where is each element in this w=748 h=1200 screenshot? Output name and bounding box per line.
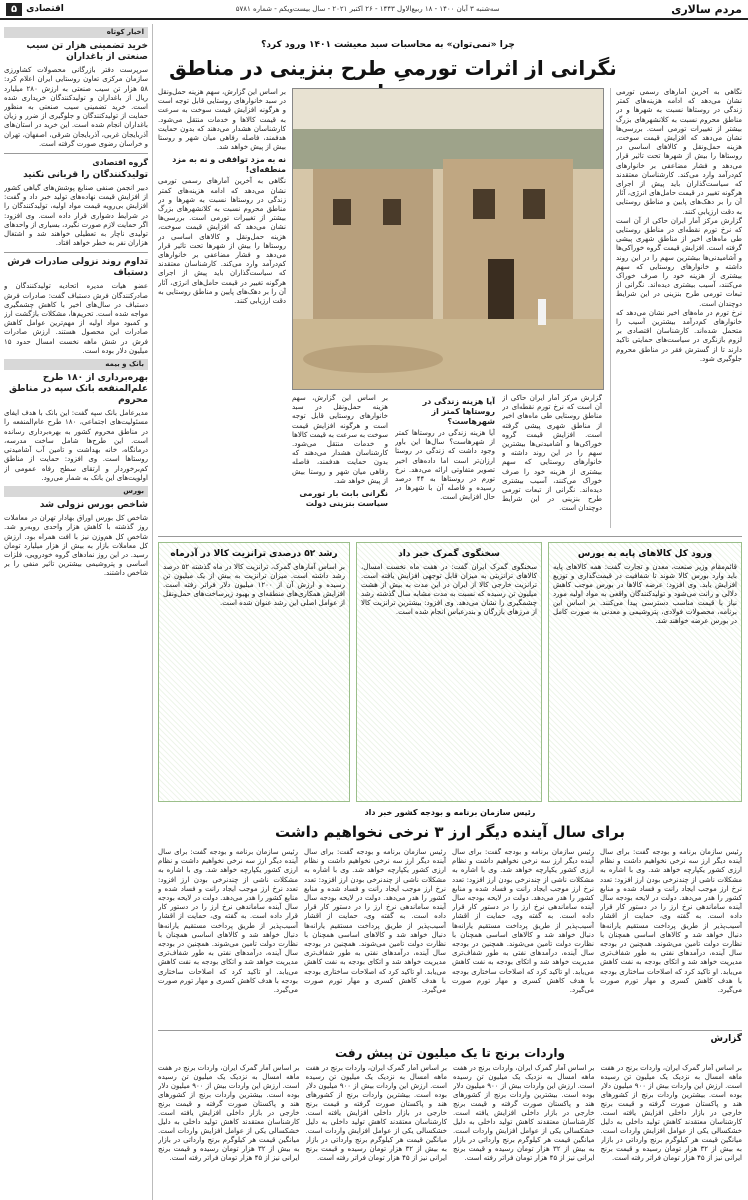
lead-col5-text: بر اساس این گزارش، سهم هزینه حمل‌ونقل در سبد خانوارهای روستایی قابل توجه است و هرگونه افزایش قیمت سوخت به سرعت به قیمت کالاها و خدمات منتقل می‌شود. کارشناسان هشدار می‌دهند که بدون حمایت هدفمند، فاصله رفاهی میان شهر و روستا بیش از پیش خواهد شد. [158, 88, 286, 152]
page-header [0, 0, 748, 20]
lead-kicker: چرا «نمی‌توان» به محاسبات سبد معیشت ۱۴۰۱ ورود کرد؟ [261, 40, 515, 50]
lead-sub1: آیا هزینه زندگی در روستاها کمتر از شهرهاست؟ [422, 397, 495, 426]
sidebar-text-bourse: شاخص کل بورس اوراق بهادار تهران در معاملات روز گذشته با کاهش هزار واحدی روبه‌رو شد. شاخص کل هم‌وزن نیز با افت همراه بود. ارزش کل معاملات بازار به بیش از هزار میلیارد تومان رسید. در این روز نمادهای گروه خودرویی، فلزات اساسی و پتروشیمی بیشترین تاثیر منفی را بر شاخص داشتند. [4, 514, 148, 578]
divider [4, 153, 148, 154]
sidebar-text-apple: سرپرست دفتر بازرگانی محصولات کشاورزی سازمان مرکزی تعاون روستایی ایران اعلام کرد: ۵۸ هزار تن سیب صنعتی به ارزش ۲۸۰ میلیارد ریال از باغداران و تولیدکنندگان خریداری شده است. خرید تضمینی سیب صنعتی به منظور حمایت از تولیدکنندگان و جلوگیری از ضرر و زیان باغداران انجام شده است. این خرید در استان‌های آذربایجان غربی، آذربایجان شرقی، اصفهان، تهران و خراسان رضوی صورت گرفته است. [4, 66, 148, 148]
lead-photo [292, 88, 604, 390]
lead-sub2: نگرانی بابت بار تورمی سیاست بنزینی دولت [299, 489, 388, 509]
sidebar-tag-news: اخبار کوتاه [4, 27, 148, 38]
box-customs [356, 542, 542, 802]
sidebar-text-carpet: عضو هیات مدیره اتحادیه تولیدکنندگان و صادرکنندگان فرش دستباف گفت: صادرات فرش دستباف در سال‌های اخیر با کاهش چشمگیری مواجه شده است. تحریم‌ها، مشکلات بازگشت ارز و کمبود مواد اولیه از مهم‌ترین عوامل کاهش صادرات این محصول هستند. ارزش صادرات فرش در شش ماهه نخست امسال حدود ۱۵ میلیون دلار بوده است. [4, 282, 148, 355]
lead-column-5 [158, 88, 286, 530]
section-name: اقتصادی [26, 4, 64, 14]
lead-col5-text-b: نگاهی به آخرین آمارهای رسمی تورمی نشان می‌دهد که ادامه هزینه‌های کمتر زندگی در روستاها نسبت به شهرها و در مناطق محروم نسبت به کلانشهرهای بزرگ بیشتر از تغییرات تورمی است. بررسی‌ها نشان می‌دهد که افزایش قیمت سوخت، هزینه حمل‌ونقل و کالاهای اساسی در روستاها را بیش از شهرها تحت تاثیر قرار می‌دهد و فشار مضاعفی بر خانوارهای کم‌درآمد وارد می‌کند. کارشناسان معتقدند که سیاست‌گذاران باید پیش از اجرای هرگونه تغییر در قیمت حامل‌های انرژی، آثار آن را بر دهک‌های پایین و مناطق روستایی به دقت ارزیابی کنند. [158, 177, 286, 306]
sidebar-headline-apple: خرید تضمینی هزار تن سیب صنعتی از باغداران [26, 41, 148, 63]
mid-text-1: رئیس سازمان برنامه و بودجه گفت: برای سال آینده دیگر ارز سه نرخی نخواهیم داشت و نظام ارزی کشور یکپارچه خواهد شد. وی با اشاره به مشکلات ناشی از چندنرخی بودن ارز افزود: تعدد نرخ ارز موجب ایجاد رانت و فساد شده و منابع کشور را هدر می‌دهد. دولت در لایحه بودجه سال آینده ساماندهی نرخ ارز را در دستور کار قرار داده است. به گفته وی، حمایت از اقشار آسیب‌پذیر از طریق پرداخت مستقیم یارانه‌ها دنبال خواهد شد و کالاهای اساسی همچنان با نظارت دولت تامین می‌شوند. همچنین در بودجه سال آینده، درآمدهای نفتی به طور شفاف‌تری مدیریت خواهد شد و اتکای بودجه به نفت کاهش می‌یابد. او تاکید کرد که اصلاحات ساختاری بودجه با هدف کاهش کسری و مهار تورم صورت می‌گیرد. [600, 848, 742, 995]
sidebar-byline: گروه اقتصادی [92, 158, 148, 168]
lead-column-3 [395, 394, 495, 530]
report-section [158, 1034, 742, 1196]
mid-column-3 [304, 848, 446, 1024]
sidebar-divider [152, 24, 153, 1200]
sidebar [4, 24, 148, 1194]
report-col-1: بر اساس آمار گمرک ایران، واردات برنج در هفت ماهه امسال به نزدیک یک میلیون تن رسیده است. ارزش این واردات بیش از ۹۰۰ میلیون دلار بوده است. بیشترین واردات برنج از کشورهای هند و پاکستان صورت گرفته و قیمت برنج خارجی در بازار داخلی افزایش یافته است. کارشناسان معتقدند کاهش تولید داخلی به دلیل خشکسالی یکی از عوامل افزایش واردات است. میانگین قیمت هر کیلوگرم برنج وارداتی در بازار به بیش از ۳۲ هزار تومان رسیده و قیمت برنج ایرانی نیز از ۴۵ هزار تومان فراتر رفته است. [600, 1064, 742, 1162]
lead-col3-text: آیا هزینه زندگی در روستاها کمتر از شهرهاست؟ سال‌ها این باور وجود داشت که زندگی در روستا ارزان‌تر است اما داده‌های اخیر تصویر متفاوتی ارائه می‌دهد. نرخ تورم در روستاها به ۴۴ درصد رسیده و فاصله آن با شهرها در حال افزایش است. [395, 429, 495, 502]
mid-text-4: رئیس سازمان برنامه و بودجه گفت: برای سال آینده دیگر ارز سه نرخی نخواهیم داشت و نظام ارزی کشور یکپارچه خواهد شد. وی با اشاره به مشکلات ناشی از چندنرخی بودن ارز افزود: تعدد نرخ ارز موجب ایجاد رانت و فساد شده و منابع کشور را هدر می‌دهد. دولت در لایحه بودجه سال آینده ساماندهی نرخ ارز را در دستور کار قرار داده است. به گفته وی، حمایت از اقشار آسیب‌پذیر از طریق پرداخت مستقیم یارانه‌ها دنبال خواهد شد و کالاهای اساسی همچنان با نظارت دولت تامین می‌شوند. همچنین در بودجه سال آینده، درآمدهای نفتی به طور شفاف‌تری مدیریت خواهد شد و اتکای بودجه به نفت کاهش می‌یابد. او تاکید کرد که اصلاحات ساختاری بودجه با هدف کاهش کسری و مهار تورم صورت می‌گیرد. [158, 848, 298, 995]
sidebar-text-sepah: مدیرعامل بانک سپه گفت: این بانک با هدف ایفای مسئولیت‌های اجتماعی، ۱۸۰ طرح عام‌المنفعه را در مناطق محروم کشور به بهره‌برداری رسانده است. این طرح‌ها شامل ساخت مدرسه، درمانگاه، خانه بهداشت و تامین آب آشامیدنی روستاها است. وی افزود: حمایت از مناطق کم‌برخوردار و ارتقای سطح رفاه عمومی از اولویت‌های این بانک به شمار می‌رود. [4, 409, 148, 482]
lead-column-1 [616, 88, 742, 530]
divider [610, 88, 611, 528]
mid-column-4 [158, 848, 298, 1024]
sidebar-tag-bourse: بورس [4, 486, 148, 497]
mid-text-2: رئیس سازمان برنامه و بودجه گفت: برای سال آینده دیگر ارز سه نرخی نخواهیم داشت و نظام ارزی کشور یکپارچه خواهد شد. وی با اشاره به مشکلات ناشی از چندنرخی بودن ارز افزود: تعدد نرخ ارز موجب ایجاد رانت و فساد شده و منابع کشور را هدر می‌دهد. دولت در لایحه بودجه سال آینده ساماندهی نرخ ارز را در دستور کار قرار داده است. به گفته وی، حمایت از اقشار آسیب‌پذیر از طریق پرداخت مستقیم یارانه‌ها دنبال خواهد شد و کالاهای اساسی همچنان با نظارت دولت تامین می‌شوند. همچنین در بودجه سال آینده، درآمدهای نفتی به طور شفاف‌تری مدیریت خواهد شد و اتکای بودجه به نفت کاهش می‌یابد. او تاکید کرد که اصلاحات ساختاری بودجه با هدف کاهش کسری و مهار تورم صورت می‌گیرد. [452, 848, 594, 995]
lead-column-2 [502, 394, 602, 530]
sidebar-headline-bourse: شاخص بورس نزولی شد [39, 500, 148, 511]
lead-col1-text: نگاهی به آخرین آمارهای رسمی تورمی نشان می‌دهد که ادامه هزینه‌های کمتر زندگی در روستاها نسبت به شهرها و در مناطق محروم نسبت به کلانشهرهای بزرگ بیشتر از تغییرات تورمی است. بررسی‌ها نشان می‌دهد که افزایش قیمت سوخت، هزینه حمل‌ونقل و کالاهای اساسی در روستاها را بیش از شهرها تحت تاثیر قرار می‌دهد و فشار مضاعفی بر خانوارهای کم‌درآمد وارد می‌کند. کارشناسان معتقدند که سیاست‌گذاران باید پیش از اجرای هرگونه تغییر در قیمت حامل‌های انرژی، آثار آن را بر دهک‌های پایین و مناطق روستایی به دقت ارزیابی کنند. [616, 88, 742, 216]
mid-text-3: رئیس سازمان برنامه و بودجه گفت: برای سال آینده دیگر ارز سه نرخی نخواهیم داشت و نظام ارزی کشور یکپارچه خواهد شد. وی با اشاره به مشکلات ناشی از چندنرخی بودن ارز افزود: تعدد نرخ ارز موجب ایجاد رانت و فساد شده و منابع کشور را هدر می‌دهد. دولت در لایحه بودجه سال آینده ساماندهی نرخ ارز را در دستور کار قرار داده است. به گفته وی، حمایت از اقشار آسیب‌پذیر از طریق پرداخت مستقیم یارانه‌ها دنبال خواهد شد و کالاهای اساسی همچنان با نظارت دولت تامین می‌شوند. همچنین در بودجه سال آینده، درآمدهای نفتی به طور شفاف‌تری مدیریت خواهد شد و اتکای بودجه به نفت کاهش می‌یابد. او تاکید کرد که اصلاحات ساختاری بودجه با هدف کاهش کسری و مهار تورم صورت می‌گیرد. [304, 848, 446, 995]
divider [158, 536, 742, 537]
sidebar-tag-bank: بانک و بیمه [4, 359, 148, 370]
brand-logo: مردم سالاری [671, 2, 742, 16]
village-photo-image [293, 89, 603, 389]
page-marker [671, 3, 742, 16]
report-headline: واردات برنج تا یک میلیون تن پیش رفت [334, 1046, 565, 1060]
lead-sub3: نه به مزد توافقی و نه به مزد منطقه‌ای! [172, 155, 286, 175]
sidebar-headline-producers: تولیدکنندگان را قربانی نکنید [23, 170, 148, 181]
sidebar-text-producers: دبیر انجمن صنفی صنایع پوشش‌های گیاهی کشور از افزایش قیمت نهاده‌های تولید خبر داد و گفت: افزایش بی‌رویه قیمت مواد اولیه، تولیدکنندگان را در شرایط دشواری قرار داده است. وی افزود: اگر حمایت لازم صورت نگیرد، بسیاری از واحدهای تولیدی ناچار به تعطیلی خواهند شد و اشتغال هزاران نفر به خطر خواهد افتاد. [4, 184, 148, 248]
box3-title: رشد ۵۲ درصدی ترانزیت کالا در آذرماه [170, 549, 338, 559]
report-col-3: بر اساس آمار گمرک ایران، واردات برنج در هفت ماهه امسال به نزدیک یک میلیون تن رسیده است. ارزش این واردات بیش از ۹۰۰ میلیون دلار بوده است. بیشترین واردات برنج از کشورهای هند و پاکستان صورت گرفته و قیمت برنج خارجی در بازار داخلی افزایش یافته است. کارشناسان معتقدند کاهش تولید داخلی به دلیل خشکسالی یکی از عوامل افزایش واردات است. میانگین قیمت هر کیلوگرم برنج وارداتی در بازار به بیش از ۳۲ هزار تومان رسیده و قیمت برنج ایرانی نیز از ۴۵ هزار تومان فراتر رفته است. [305, 1064, 447, 1162]
box2-title: سخنگوی گمرک خبر داد [398, 549, 500, 559]
mid-column-1 [600, 848, 742, 1024]
report-tag: گزارش [710, 1034, 742, 1044]
box2-text: سخنگوی گمرک ایران گفت: در هفت ماه نخست امسال، کالاهای ترانزیتی به میزان قابل توجهی افزایش یافته است. ترانزیت خارجی کالا از ایران در این مدت به بیش از هشت میلیون تن رسیده که نسبت به مدت مشابه سال گذشته رشد چشمگیری را نشان می‌دهد. وی افزود: بیشترین ترانزیت کالا از مرزهای بازرگان و بندرعباس انجام شده است. [361, 563, 537, 616]
issue-meta: سه‌شنبه ۳ آبان ۱۴۰۰ - ۱۸ ربیع‌الاول ۱۴۴۳ - ۲۶ اکتبر ۲۰۲۱ - سال بیست‌ویکم - شماره ۵۷۸۱ [235, 5, 500, 13]
sidebar-headline-sepah: بهره‌برداری از ۱۸۰ طرح علم‌المنفعه بانک سپه در مناطق محروم [9, 373, 148, 406]
lead-col1-text-b: گزارش مرکز آمار ایران حاکی از آن است که نرخ تورم نقطه‌ای در مناطق روستایی طی ماه‌های اخیر از مناطق شهری پیشی گرفته است. افزایش قیمت گروه خوراکی‌ها و آشامیدنی‌ها بیشترین سهم را در این روند داشته و خانوارهای روستایی که سهم بیشتری از هزینه خود را صرف خوراک می‌کنند، آسیب بیشتری دیده‌اند. نگرانی از تبعات تورمی طرح بنزینی در این شرایط دوچندان است. [616, 216, 742, 308]
lead-headline: نگرانی از اثرات تورمیِ طرح بنزینی در مناطق [169, 56, 617, 80]
box-basic-goods [548, 542, 742, 802]
report-col-4: بر اساس آمار گمرک ایران، واردات برنج در هفت ماهه امسال به نزدیک یک میلیون تن رسیده است. ارزش این واردات بیش از ۹۰۰ میلیون دلار بوده است. بیشترین واردات برنج از کشورهای هند و پاکستان صورت گرفته و قیمت برنج خارجی در بازار داخلی افزایش یافته است. کارشناسان معتقدند کاهش تولید داخلی به دلیل خشکسالی یکی از عوامل افزایش واردات است. میانگین قیمت هر کیلوگرم برنج وارداتی در بازار به بیش از ۳۲ هزار تومان رسیده و قیمت برنج ایرانی نیز از ۴۵ هزار تومان فراتر رفته است. [158, 1064, 300, 1162]
page-number: ۵ [6, 3, 22, 16]
mid-headline: برای سال آینده دیگر ارز ۳ نرخی نخواهیم داشت [274, 823, 626, 841]
box-transit [158, 542, 350, 802]
box3-text: بر اساس آمارهای گمرک، ترانزیت کالا در ماه گذشته ۵۲ درصد رشد داشته است. میزان ترانزیت به بیش از یک میلیون تن رسیده و ارزش آن از ۱۲۰۰ میلیون دلار فراتر رفته است. افزایش همکاری‌های منطقه‌ای و بهبود زیرساخت‌های حمل‌ونقل از عوامل اصلی این رشد عنوان شده است. [163, 563, 346, 607]
mid-column-2 [452, 848, 594, 1024]
sidebar-headline-carpet: تداوم روند نزولی صادرات فرش دستباف [7, 257, 148, 279]
lead-col4-text: بر اساس این گزارش، سهم هزینه حمل‌ونقل در سبد خانوارهای روستایی قابل توجه است و هرگونه افزایش قیمت سوخت به سرعت به قیمت کالاها و خدمات منتقل می‌شود. کارشناسان هشدار می‌دهند که بدون حمایت هدفمند، فاصله رفاهی میان شهر و روستا بیش از پیش خواهد شد. [292, 394, 388, 485]
report-col-2: بر اساس آمار گمرک ایران، واردات برنج در هفت ماهه امسال به نزدیک یک میلیون تن رسیده است. ارزش این واردات بیش از ۹۰۰ میلیون دلار بوده است. بیشترین واردات برنج از کشورهای هند و پاکستان صورت گرفته و قیمت برنج خارجی در بازار داخلی افزایش یافته است. کارشناسان معتقدند کاهش تولید داخلی به دلیل خشکسالی یکی از عوامل افزایش واردات است. میانگین قیمت هر کیلوگرم برنج وارداتی در بازار به بیش از ۳۲ هزار تومان رسیده و قیمت برنج ایرانی نیز از ۴۵ هزار تومان فراتر رفته است. [453, 1064, 595, 1162]
box1-text: قائم‌مقام وزیر صنعت، معدن و تجارت گفت: همه کالاهای پایه باید وارد بورس کالا شوند تا شفافیت در قیمت‌گذاری و توزیع افزایش یابد. وی افزود: عرضه کالاها در بورس موجب کاهش دلالی و رانت می‌شود و تولیدکنندگان واقعی به مواد اولیه مورد نیاز با قیمت مناسب دسترسی پیدا می‌کنند. بر اساس این برنامه، محصولات فولادی، پتروشیمی و معدنی به صورت کامل در بورس عرضه خواهند شد. [553, 563, 737, 625]
divider [158, 1030, 742, 1031]
mid-kicker: رئیس سازمان برنامه و بودجه کشور خبر داد [364, 808, 536, 817]
lead-column-4 [292, 394, 388, 530]
section-marker [6, 3, 64, 16]
box1-title: ورود کل کالاهای پایه به بورس [577, 549, 713, 559]
lead-col1-text-c: نرخ تورم در ماه‌های اخیر نشان می‌دهد که خانوارهای کم‌درآمد بیشترین آسیب را متحمل شده‌اند. کارشناسان اقتصادی بر لزوم بازنگری در سیاست‌های حمایتی تاکید دارند تا از گسترش فقر در مناطق محروم جلوگیری شود. [616, 308, 742, 363]
lead-col2-text: گزارش مرکز آمار ایران حاکی از آن است که نرخ تورم نقطه‌ای در مناطق روستایی طی ماه‌های اخیر از مناطق شهری پیشی گرفته است. افزایش قیمت گروه خوراکی‌ها و آشامیدنی‌ها بیشترین سهم را در این روند داشته و خانوارهای روستایی که سهم بیشتری از هزینه خود را صرف خوراک می‌کنند، آسیب بیشتری دیده‌اند. نگرانی از تبعات تورمی طرح بنزینی در این شرایط دوچندان است. [502, 394, 602, 513]
divider [4, 252, 148, 253]
